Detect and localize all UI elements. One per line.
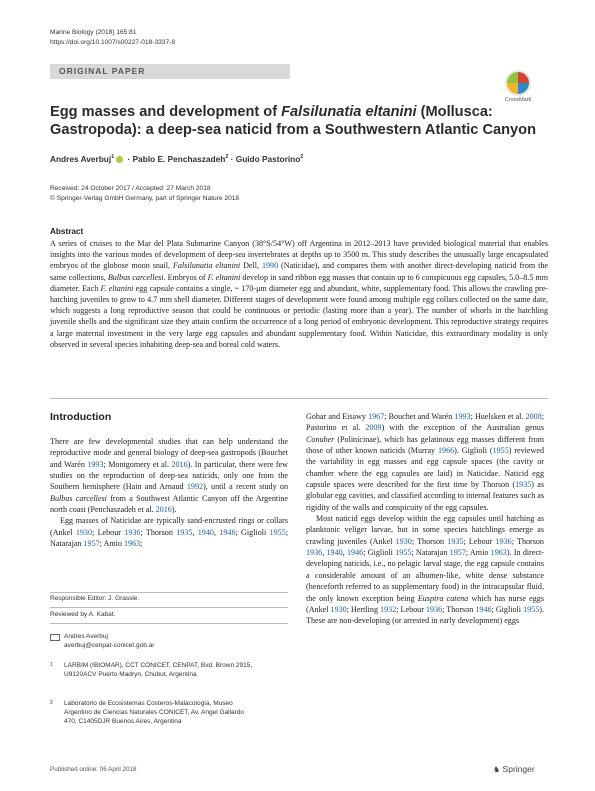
received-accepted: Received: 24 October 2017 / Accepted: 27 March 2018 (50, 185, 211, 192)
author-2[interactable]: Pablo E. Penchaszadeh (132, 154, 226, 164)
citation-link[interactable]: 1955 (523, 604, 540, 614)
citation-link[interactable]: 1946 (475, 604, 492, 614)
citation-link[interactable]: 2016 (155, 505, 172, 515)
affiliation-2-number: 2 (50, 700, 53, 706)
email-icon (50, 634, 60, 641)
author-list (50, 154, 303, 164)
citation-link[interactable]: 1936 (124, 527, 141, 537)
citation-link[interactable]: 2009 (365, 423, 382, 433)
crossmark-badge[interactable] (488, 70, 548, 103)
intro-paragraph-2-cont: Gohar and Eisawy 1967; Bouchet and Warén 1993; Huelsken et al. 2008; Pastorino et al. 2009) with the exception of the Australian genus Conuber (Polinicinae), which has gelatinous egg masses different from those of other known naticids (Murray 1966). Giglioli (1955) reviewed the variability in egg masses and egg capsule spaces (the cavity or chamber where the egg capsules are laid) in Naticidae. Naticid egg capsule spaces were described for the first time by Thorson (1935) as globular egg cavities, and classified according to internal features such as rigidity of the walls and conspicuity of the egg capsules. (306, 412, 545, 512)
abstract-heading: Abstract (50, 227, 84, 236)
affiliation-1-number: 1 (50, 662, 53, 668)
author-sep-2: · (228, 154, 236, 164)
affiliation-1-text: LARBIM (IBIOMAR), CCT CONICET, CENPAT, Bvd. Brown 2915, U9120ACV Puerto Madryn, Chubut, Argentina (64, 662, 253, 678)
introduction-heading: Introduction (50, 411, 112, 423)
citation-link[interactable]: 1967 (368, 412, 385, 421)
author-sep-1: · (125, 154, 133, 164)
intro-paragraph-2: Egg masses of Naticidae are typically sand-encrusted rings or collars (Ankel 1930; Lebour 1936; Thorson 1935, 1940, 1946; Giglioli 1955; Natarajan 1957; Amio 1963; (50, 516, 289, 549)
author-3-aff: 2 (300, 154, 304, 161)
intro-paragraph-3: Most naticid eggs develop within the egg capsules until hatching as planktonic veliger larvae, but in some species hatchlings emerge as crawling juveniles (Ankel 1930; Thorson 1935; Lebour 1936; Thorson 1936, 1940, 1946; Giglioli 1955; Natarajan 1957; Amio 1963). In direct-developing naticids, i.e., no pelagic larval stage, the egg capsule contains a considerable amount of an albumen-like, white dense substance (henceforth referred to as supplementary food) in the intracapsular fluid, the only known exception being Euspira catena which has nurse eggs (Ankel 1930; Hertling 1932; Lebour 1936; Thorson 1946; Giglioli 1955). These are non-developing (or arrested in early development) eggs (306, 514, 545, 626)
author-3[interactable]: Guido Pastorino (235, 154, 301, 164)
footnote-divider (50, 623, 288, 624)
citation-link[interactable]: 1963 (490, 548, 507, 558)
orcid-icon[interactable] (116, 156, 123, 163)
publisher-logo (493, 764, 535, 774)
article-type-banner (50, 64, 290, 79)
citation-link[interactable]: 1957 (83, 539, 100, 549)
citation-link[interactable]: 1992 (186, 482, 204, 492)
intro-paragraph-1: There are few developmental studies that can help understand the reproductive mode and general biology of deep-sea gastropods (Bouchet and Warén 1993; Montgomery et al. 2016). In particular, there were few studies on the reproduction of deep-sea naticids, only one from the Southern hemisphere (Hain and Arnaud 1992), until a recent study on Bulbus carcellesi from a Southwest Atlantic Canyon off the Argentine north coast (Penchaszadeh et al. 2016). (50, 437, 289, 515)
journal-info (50, 28, 175, 47)
published-date: Published online: 06 April 2018 (50, 766, 137, 773)
corresponding-author (50, 632, 288, 650)
footnote-divider (50, 607, 288, 608)
doi-link[interactable]: https://doi.org/10.1007/s00227-018-3337-8 (50, 38, 176, 46)
citation-link[interactable]: 1955 (269, 527, 286, 537)
article-dates (50, 184, 239, 203)
citation-link[interactable]: 1936 (495, 536, 512, 546)
citation-link[interactable]: 1946 (219, 527, 236, 537)
footnote-divider (50, 592, 288, 593)
affiliation-1 (50, 661, 254, 679)
citation-link[interactable]: 1955 (492, 446, 509, 456)
citation-link[interactable]: 1932 (380, 604, 397, 614)
title-species: Falsilunatia eltanini (281, 104, 417, 120)
citation-link[interactable]: 1966 (437, 446, 455, 456)
citation-link[interactable]: 1993 (87, 459, 104, 469)
column-left (50, 436, 288, 549)
affiliation-2 (50, 699, 254, 726)
citation-link[interactable]: 2008 (525, 412, 542, 421)
author-1-aff: 1 (111, 154, 115, 161)
title-text-2: (Mollusca: Gastropoda): a deep-sea naticid from a Southwestern Atlantic Canyon (50, 104, 536, 138)
article-title (50, 103, 550, 139)
contact-email[interactable]: averbuj@cenpat-conicet.gob.ar (64, 642, 155, 649)
springer-horse-icon: ♞ (493, 765, 501, 774)
journal-citation: Marine Biology (2018) 165:81 (50, 29, 137, 36)
citation-link[interactable]: 1993 (454, 412, 471, 421)
crossmark-label: CrossMark (504, 97, 532, 103)
crossmark-icon (505, 70, 531, 96)
citation-link[interactable]: 1936 (425, 604, 443, 614)
publisher-name: Springer (502, 764, 535, 774)
copyright: © Springer-Verlag GmbH Germany, part of Springer Nature 2018 (50, 194, 240, 202)
citation-link[interactable]: 1940 (326, 548, 343, 558)
article-type-label: ORIGINAL PAPER (59, 66, 146, 76)
citation-link[interactable]: 1990 (261, 261, 279, 271)
reviewer: Reviewed by A. Kabat. (50, 611, 116, 618)
author-1[interactable]: Andres Averbuj (50, 154, 112, 164)
section-divider (50, 398, 548, 399)
citation-link[interactable]: 1930 (75, 527, 92, 537)
abstract-body: A series of cruises to the Mar del Plata Submarine Canyon (38°S/54°W) off Argentina in 2012–2013 have provided biological material that enables insights into the various modes of development of deep-sea invertebrates at depths up to 3500 m. This study describes the unusually large encapsulated embryos of the globose moon snail, Falsilunatia eltanini Dell, 1990 (Naticidae), and compares them with another direct-developing naticid from the same collections, Bulbus carcellesi. Embryos of F. eltanini develop in sand ribbon egg masses that contain up to 6 conspicuous egg capsules, 5.0–8.5 mm diameter. Each F. eltanini egg capsule contains a single, ~ 170-μm diameter egg and abundant, white, supplementary food. This allows the crawling pre-hatching juveniles to grow to 4.7 mm shell diameter. Different stages of development were found among multiple egg collars collected on the same date, which suggests a long reproductive season that could be continuous or periodic (lasting more than a year). The number of whorls in the hatchling juvenile shells and the significant size they attain confirm the occurrence of a long period of embryonic development. This reproductive strategy requires a large maternal investment in the very large egg capsules and abundant supplementary food. Within Naticidae, this extraordinary modality is only observed in several species inhabiting deep-sea and boreal cold waters. (50, 239, 549, 349)
citation-link[interactable]: 1940 (197, 527, 214, 537)
citation-link[interactable]: 1930 (330, 604, 347, 614)
column-right (306, 411, 544, 627)
citation-link[interactable]: 1935 (447, 536, 464, 546)
citation-link[interactable]: 1957 (449, 548, 466, 558)
citation-link[interactable]: 1935 (176, 527, 193, 537)
author-2-aff: 2 (225, 154, 229, 161)
citation-link[interactable]: 1935 (515, 480, 532, 490)
title-text-1: Egg masses and development of (50, 104, 282, 120)
citation-link[interactable]: 2016 (171, 459, 188, 469)
citation-link[interactable]: 1936 (306, 548, 323, 558)
affiliation-2-text: Laboratorio de Ecosistemas Costeros-Malacología, Museo Argentino de Ciencias Naturales CONICET, Av. Angel Gallardo 470, C1405DJR Buenos Aires, Argentina (64, 700, 245, 725)
contact-name: Andres Averbuj (64, 633, 108, 640)
citation-link[interactable]: 1946 (347, 548, 364, 558)
responsible-editor: Responsible Editor: J. Grassle. (50, 595, 140, 602)
citation-link[interactable]: 1963 (123, 539, 141, 549)
citation-link[interactable]: 1955 (395, 548, 412, 558)
citation-link[interactable]: 1930 (395, 536, 412, 546)
